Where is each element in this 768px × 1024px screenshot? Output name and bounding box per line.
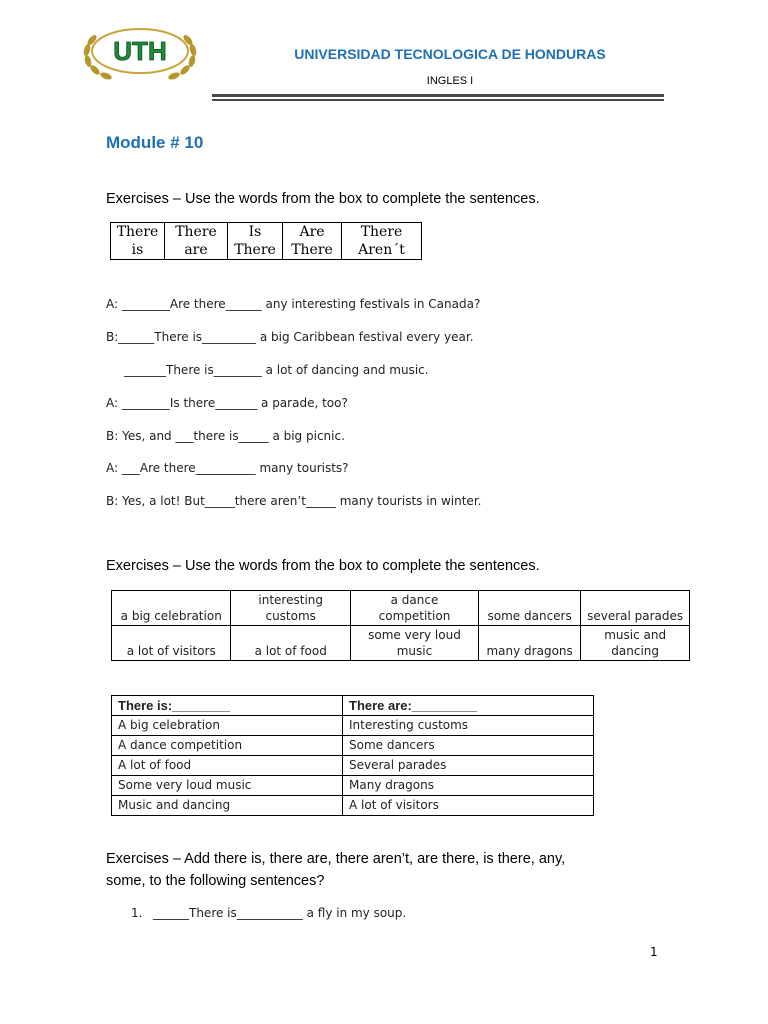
word-box-cell: There Aren´t bbox=[342, 223, 422, 260]
table-cell: Many dragons bbox=[343, 776, 594, 796]
word-box-1 bbox=[110, 222, 422, 260]
table-cell: Some very loud music bbox=[112, 776, 343, 796]
module-title: Module # 10 bbox=[106, 133, 204, 152]
word-box-cell: several parades bbox=[581, 591, 690, 626]
table-cell: A dance competition bbox=[112, 736, 343, 756]
word-box-cell: music and dancing bbox=[581, 626, 690, 661]
word-box-cell: a lot of food bbox=[231, 626, 350, 661]
word-box-cell: some very loud music bbox=[350, 626, 478, 661]
dialogue-line: B: Yes, a lot! But_____there aren’t_____ many tourists in winter. bbox=[106, 494, 482, 508]
exercise-heading-1: Exercises – Use the words from the box to complete the sentences. bbox=[106, 191, 540, 207]
dialogue-line: B: Yes, and ___there is_____ a big picnic. bbox=[106, 429, 345, 443]
word-box-cell: Is There bbox=[228, 223, 283, 260]
header-rule-secondary bbox=[212, 99, 664, 101]
word-box-2 bbox=[111, 590, 690, 661]
exercise-heading-3: Exercises – Add there is, there are, there aren’t, are there, is there, any, some, to the following sentences? bbox=[106, 851, 566, 889]
table-row bbox=[112, 796, 594, 816]
header-rule bbox=[212, 94, 664, 97]
dialogue-line: _______There is________ a lot of dancing and music. bbox=[124, 363, 429, 377]
dialogue-line: A: ___Are there__________ many tourists? bbox=[106, 461, 349, 475]
table-cell: A lot of food bbox=[112, 756, 343, 776]
word-box-cell: There is bbox=[111, 223, 165, 260]
table-row bbox=[112, 776, 594, 796]
word-box-cell: a dance competition bbox=[350, 591, 478, 626]
word-box-cell: There are bbox=[165, 223, 228, 260]
dialogue-line: B:______There is_________ a big Caribbean festival every year. bbox=[106, 330, 474, 344]
word-box-cell: a lot of visitors bbox=[112, 626, 231, 661]
table-cell: Interesting customs bbox=[343, 716, 594, 736]
page-number: 1 bbox=[650, 945, 658, 959]
table-cell: Some dancers bbox=[343, 736, 594, 756]
table-row bbox=[112, 736, 594, 756]
word-box-cell: a big celebration bbox=[112, 591, 231, 626]
table-cell: A lot of visitors bbox=[343, 796, 594, 816]
dialogue-line: A: ________Are there______ any interesting festivals in Canada? bbox=[106, 297, 481, 311]
table-row bbox=[112, 756, 594, 776]
table-row bbox=[112, 716, 594, 736]
svg-text:UTH: UTH bbox=[113, 36, 167, 66]
word-box-cell: some dancers bbox=[479, 591, 581, 626]
table-cell: Music and dancing bbox=[112, 796, 343, 816]
word-box-cell: interesting customs bbox=[231, 591, 350, 626]
sort-table-header: There are:_________ bbox=[343, 696, 594, 716]
exercise-item-number: 1. bbox=[131, 906, 143, 920]
table-cell: Several parades bbox=[343, 756, 594, 776]
exercise-heading-2: Exercises – Use the words from the box to complete the sentences. bbox=[106, 558, 540, 574]
university-title: UNIVERSIDAD TECNOLOGICA DE HONDURAS bbox=[294, 46, 606, 62]
sort-table-header: There is:________ bbox=[112, 696, 343, 716]
table-cell: A big celebration bbox=[112, 716, 343, 736]
exercise-item: ______There is___________ a fly in my soup. bbox=[153, 906, 407, 920]
sort-table bbox=[111, 695, 594, 816]
word-box-cell: Are There bbox=[283, 223, 342, 260]
word-box-cell: many dragons bbox=[479, 626, 581, 661]
course-title: INGLES I bbox=[426, 75, 474, 87]
dialogue-line: A: ________Is there_______ a parade, too? bbox=[106, 396, 348, 410]
uth-logo bbox=[78, 18, 202, 84]
